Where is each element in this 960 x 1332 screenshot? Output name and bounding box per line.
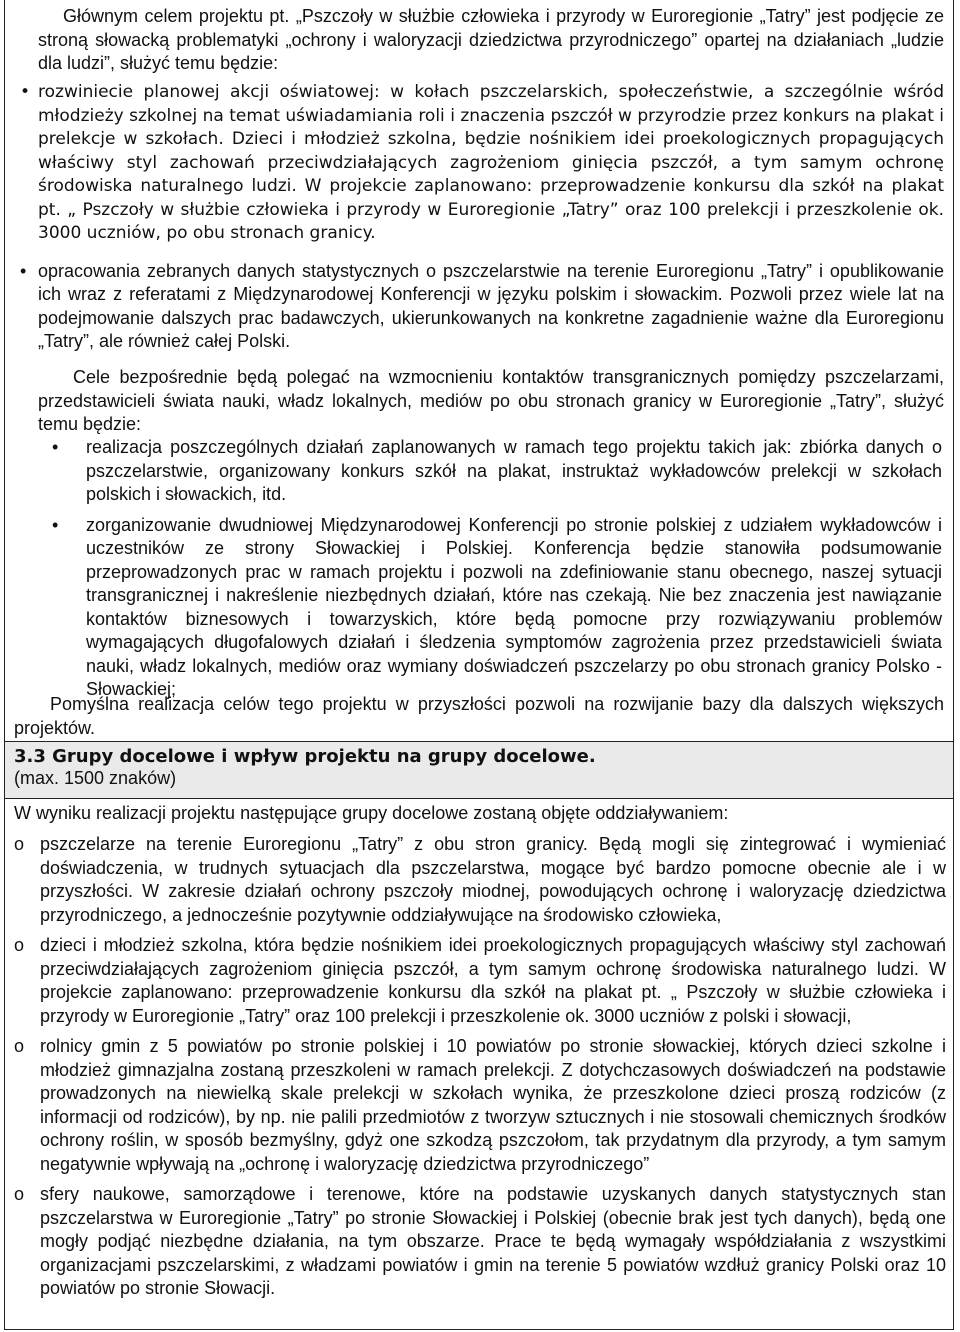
circle-marker: o — [14, 935, 25, 955]
target-group-item-text: rolnicy gmin z 5 powiatów po stronie polskiej i 10 powiatów po stronie słowackiej, których dzieci szkolne i młodzież gimnazjalna zostaną przeszkoleni w ramach prelekcji. Z dotychczasowych doświadczeń na podstawie prowadzonych na niewielką skale prelekcji w szkołach wynika, że przeszkolone dzieci proszą rodziców (z informacji od rodziców), by np. nie palili przedmiotów z tworzyw sztucznych i nie stosowali chemicznych środków ochrony roślin, w sposób bezmyślny, gdyż one szkodzą pszczołom, tak przydatnym dla przyrody, a tym samym negatywnie wpływają na „ochronę i waloryzację dziedzictwa przyrodniczego” — [40, 1036, 946, 1174]
target-group-item — [14, 1035, 946, 1176]
direct-goals-paragraph: Cele bezpośrednie będą polegać na wzmocnieniu kontaktów transgranicznych pomiędzy pszczelarzami, przedstawicieli świata nauki, władz lokalnych, mediów po obu stronach granicy w Euroregionie „Tatry”, służyć temu będzie: — [38, 367, 944, 434]
target-group-item-text: pszczelarze na terenie Euroregionu „Tatry” z obu stron granicy. Będą mogli się zintegrować i wymieniać doświadczenia, w trudnych sytuacjach dla pszczelarstwa, mogące być bardzo pomocne obecnie ale i w przyszłości. W zakresie działań ochrony pszczoły miodnej, powodujących ochronę i waloryzację dziedzictwa przyrodniczego, a jednocześnie pozytywnie oddziaływujące na środowisko człowieka, — [40, 834, 946, 925]
target-intro: W wyniku realizacji projektu następujące grupy docelowe zostaną objęte oddziaływaniem: — [14, 803, 729, 823]
intro-paragraph: Głównym celem projektu pt. „Pszczoły w służbie człowieka i przyrody w Euroregionie „Tatry” jest podjęcie ze stroną słowacką problematyki „ochrony i waloryzacji dziedzictwa przyrodniczego” opartej na działaniach „ludzie dla ludzi”, służyć temu będzie: — [38, 6, 944, 73]
goal-item — [20, 81, 944, 246]
circle-marker: o — [14, 1036, 25, 1056]
section-subtitle: (max. 1500 znaków) — [14, 768, 177, 788]
bullet-marker: • — [20, 260, 27, 281]
target-group-list — [14, 833, 946, 1308]
target-group-item-text: dzieci i młodzież szkolna, która będzie nośnikiem idei proekologicznych propagujących właściwy styl zachowań przeciwdziałających zagrożeniom ginięcia pszczół, a tym samym ochronę środowiska naturalnego ludzi. W projekcie zaplanowano: przeprowadzenie konkursu dla szkół na plakat pt. „ Pszczoły w służbie człowieka i przyrody w Euroregionie „Tatry” oraz 100 prelekcji i przeszkolenie ok. 3000 uczniów z polski i słowacji, — [40, 935, 946, 1026]
goal-item — [20, 260, 944, 354]
direct-goal-list — [52, 436, 942, 702]
circle-marker: o — [14, 834, 25, 854]
target-group-item — [14, 1183, 946, 1301]
bullet-marker: • — [52, 514, 59, 535]
direct-goal-item-text: realizacja poszczególnych działań zaplanowanych w ramach tego projektu takich jak: zbiórka danych o pszczelarstwie, organizowany konkurs szkół na plakat, instruktaż wykładowców prelekcji w szkołach polskich i słowackich, itd. — [86, 437, 942, 504]
success-paragraph: Pomyślna realizacja celów tego projektu w przyszłości pozwoli na rozwijanie bazy dla dalszych większych projektów. — [14, 694, 944, 738]
target-group-item-text: sfery naukowe, samorządowe i terenowe, które na podstawie uzyskanych danych statystycznych stan pszczelarstwa w Euroregionie „Tatry” po stronie Słowackiej i Polskiej (obecnie brak jest tych danych), będą one mogły podjąć niezbędne działania, na tym obszarze. Prace te będą wymagały współdziałania z wszystkimi organizacjami pszczelarskimi, z władzami powiatów i gmin na terenie 5 powiatów wzdłuż granicy Polski oraz 10 powiatów po stronie Słowacji. — [40, 1184, 946, 1298]
goal-item-text: rozwiniecie planowej akcji oświatowej: w kołach pszczelarskich, społeczeństwie, a szczególnie wśród młodzieży szkolnej na temat uświadamiania roli i znaczenia pszczół w przyrodzie przez konkurs na plakat i prelekcje w szkołach. Dzieci i młodzież szkolna, będzie nośnikiem idei proekologicznych propagujących właściwy styl zachowań przeciwdziałających zagrożeniom ginięcia pszczół, a tym samym ochronę środowiska naturalnego ludzi. W projekcie zaplanowano: przeprowadzenie konkursu dla szkół na plakat pt. „ Pszczoły w służbie człowieka i przyrody w Euroregionie „Tatry” oraz 100 prelekcji i przeszkolenie ok. 3000 uczniów, po obu stronach granicy. — [38, 82, 944, 243]
bullet-marker: • — [52, 437, 59, 457]
direct-goal-item-text: zorganizowanie dwudniowej Międzynarodowej Konferencji po stronie polskiej z udziałem wykładowców i uczestników ze strony Słowackiej i Polskiej. Konferencja będzie stanowiła podsumowanie przeprowadzonych prac w ramach projektu i pozwoli na zdefiniowanie stanu obecnego, naszej sytuacji transgranicznej i nakreślenie niezbędnych działań, które nas czekają. Nie bez znaczenia jest nawiązanie kontaktów biznesowych i towarzyskich, które będą pomocne przy rozwiązywaniu problemów wymagających długofalowych działań i śledzenia symptomów zagrożenia przez przedstawicieli świata nauki, władz lokalnych, mediów oraz wymiany doświadczeń pszczelarzy po obu stronach granicy Polsko - Słowackiej; — [86, 514, 942, 699]
target-group-item — [14, 833, 946, 927]
direct-goal-item — [52, 514, 942, 702]
target-group-item — [14, 934, 946, 1028]
goal-item-text: opracowania zebranych danych statystycznych o pszczelarstwie na terenie Euroregionu „Tatry” i opublikowanie ich wraz z referatami z Międzynarodowej Konferencji w języku polskim i słowackim. Pozwoli przez wiele lat na podejmowanie dalszych prac badawczych, ukierunkowanych na konkretne zagadnienie ważne dla Euroregionu „Tatry”, ale również całej Polski. — [38, 260, 944, 351]
bullet-marker: • — [20, 82, 31, 102]
circle-marker: o — [14, 1184, 25, 1204]
direct-goal-item — [52, 436, 942, 507]
goal-list — [20, 81, 944, 354]
section-title: 3.3 Grupy docelowe i wpływ projektu na grupy docelowe. — [14, 746, 596, 767]
